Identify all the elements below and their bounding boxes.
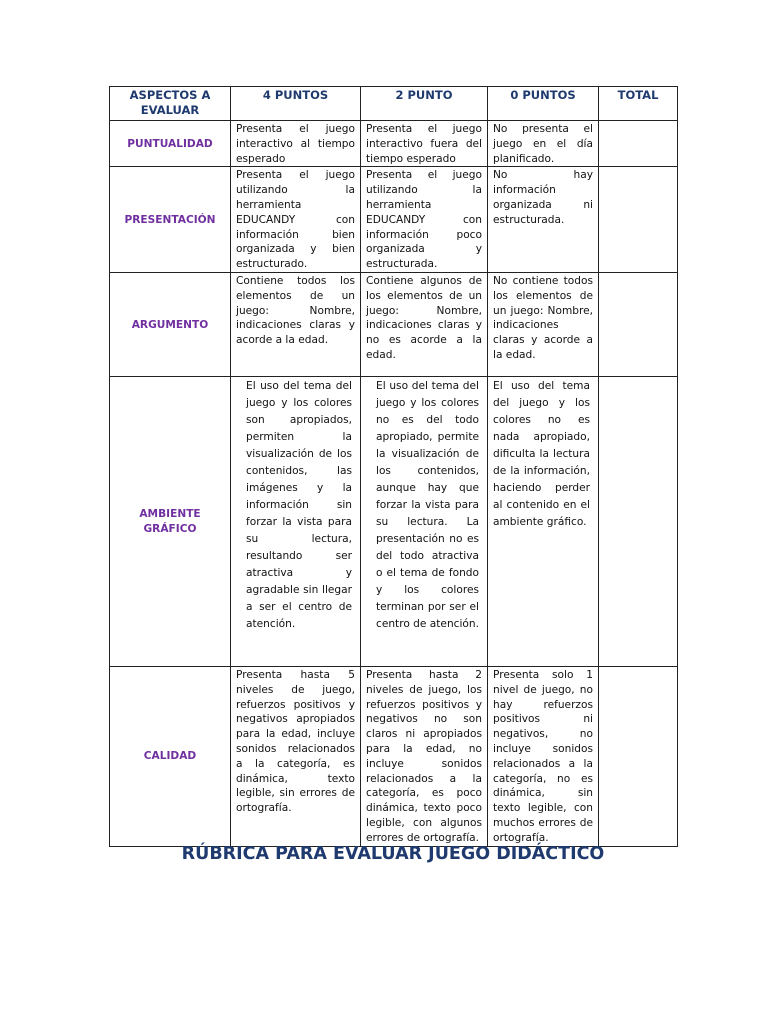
criterion-0-points: Presenta solo 1 nivel de juego, no hay refuerzos positivos ni negativos, no incluye sonidos relacionados a la categoría, no es dinámica, sin texto legible, con muchos errores de ortografía. <box>488 666 599 846</box>
criterion-4-points: El uso del tema del juego y los colores son apropiados, permiten la visualización de los contenidos, las imágenes y la información sin forzar la vista para su lectura, resultando ser atractiva y agradable sin llegar a ser el centro de atención. <box>231 376 361 666</box>
page-title: RÚBRICA PARA EVALUAR JUEGO DIDÁCTICO <box>181 844 605 864</box>
criterion-4-points: Presenta hasta 5 niveles de juego, refuerzos positivos y negativos apropiados para la edad, incluye sonidos relacionados a la categoría, es dinámica, texto legible, sin errores de ortografía. <box>231 666 361 846</box>
criterion-4-points: Presenta el juego utilizando la herramienta EDUCANDY con información bien organizada y bien estructurado. <box>231 167 361 273</box>
aspect-cell: CALIDAD <box>110 666 231 846</box>
table-row <box>110 666 678 846</box>
header-total: TOTAL <box>599 87 678 121</box>
total-cell <box>599 666 678 846</box>
total-cell <box>599 121 678 167</box>
table-row <box>110 167 678 273</box>
header-row <box>110 87 678 121</box>
header-2-points: 2 PUNTO <box>361 87 488 121</box>
criterion-0-points: No presenta el juego en el día planificado. <box>488 121 599 167</box>
criterion-0-points: No hay información organizada ni estructurada. <box>488 167 599 273</box>
total-cell <box>599 167 678 273</box>
table-row <box>110 272 678 376</box>
aspect-cell: PRESENTACIÓN <box>110 167 231 273</box>
criterion-2-points: Presenta el juego interactivo fuera del tiempo esperado <box>361 121 488 167</box>
total-cell <box>599 272 678 376</box>
aspect-cell: ARGUMENTO <box>110 272 231 376</box>
table-row <box>110 376 678 666</box>
aspect-cell: PUNTUALIDAD <box>110 121 231 167</box>
criterion-4-points: Contiene todos los elementos de un juego: Nombre, indicaciones claras y acorde a la edad. <box>231 272 361 376</box>
header-aspect: ASPECTOS A EVALUAR <box>110 87 231 121</box>
table-row <box>110 121 678 167</box>
criterion-2-points: Presenta el juego utilizando la herramienta EDUCANDY con información poco organizada y estructurada. <box>361 167 488 273</box>
header-4-points: 4 PUNTOS <box>231 87 361 121</box>
criterion-2-points: Contiene algunos de los elementos de un juego: Nombre, indicaciones claras y no es acorde a la edad. <box>361 272 488 376</box>
criterion-4-points: Presenta el juego interactivo al tiempo esperado <box>231 121 361 167</box>
header-0-points: 0 PUNTOS <box>488 87 599 121</box>
criterion-0-points: El uso del tema del juego y los colores no es nada apropiado, dificulta la lectura de la información, haciendo perder al contenido en el ambiente gráfico. <box>488 376 599 666</box>
criterion-2-points: Presenta hasta 2 niveles de juego, los refuerzos positivos y negativos no son claros ni apropiados para la edad, no incluye sonidos relacionados a la categoría, es poco dinámica, texto poco legible, con algunos errores de ortografía. <box>361 666 488 846</box>
aspect-cell: AMBIENTE GRÁFICO <box>110 376 231 666</box>
criterion-0-points: No contiene todos los elementos de un juego: Nombre, indicaciones claras y acorde a la edad. <box>488 272 599 376</box>
total-cell <box>599 376 678 666</box>
criterion-2-points: El uso del tema del juego y los colores no es del todo apropiado, permite la visualización de los contenidos, aunque hay que forzar la vista para su lectura. La presentación no es del todo atractiva o el tema de fondo y los colores terminan por ser el centro de atención. <box>361 376 488 666</box>
rubric-table <box>109 86 678 847</box>
